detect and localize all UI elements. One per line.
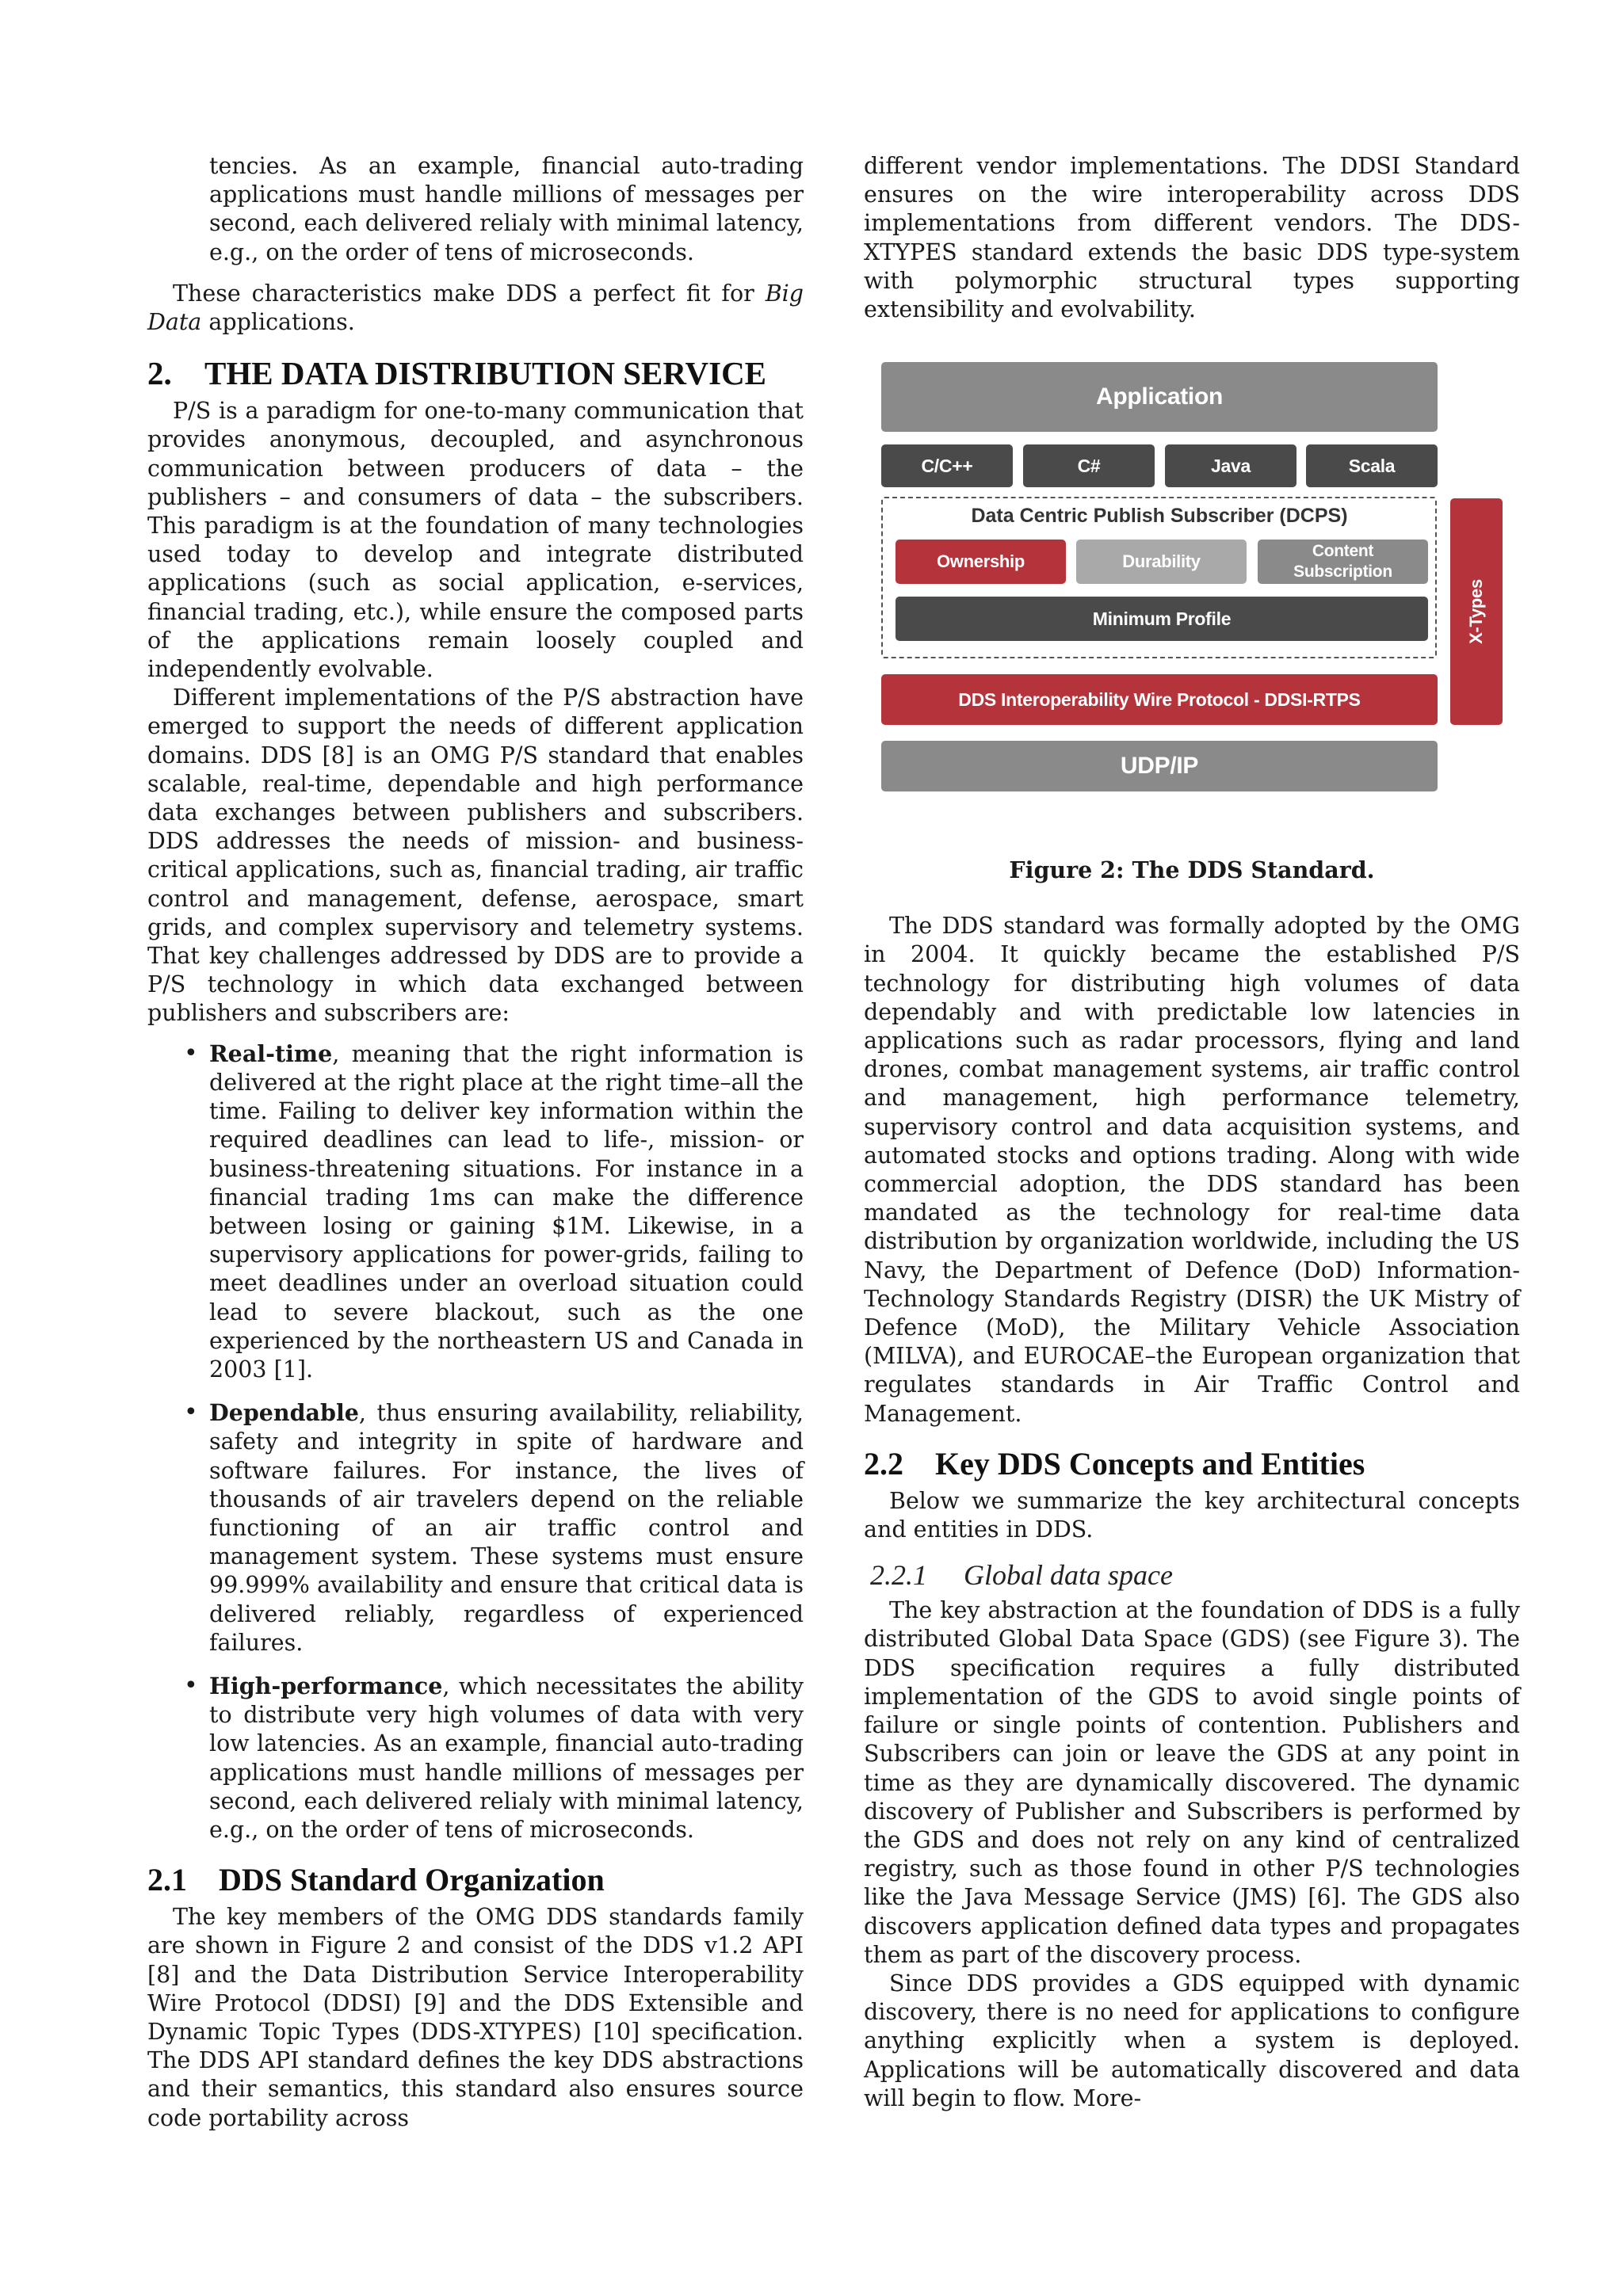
udp-ip-block: UDP/IP [881, 741, 1438, 791]
left-column [147, 152, 804, 2133]
list-item: • Dependable, thus ensuring availability, reliability, safety and integrity in spite of hardware and software failures. For instance, the lives of thousands of air travelers depend on the reliable functioning of an air traffic control and management system. These systems must ensure 99.999% availability and ensure that critical data is delivered reliably, regardless of experienced failures. [209, 1398, 804, 1657]
lang-cpp: C/C++ [881, 444, 1013, 487]
lang-java: Java [1165, 444, 1296, 487]
section-heading: 2. THE DATA DISTRIBUTION SERVICE [147, 355, 767, 392]
content-subscription-block: Content Subscription [1258, 540, 1428, 584]
figure-caption: Figure 2: The DDS Standard. [1009, 856, 1375, 884]
minimum-profile-block: Minimum Profile [896, 597, 1428, 641]
list-item: • Real-time, meaning that the right information is delivered at the right place at the right time–all the time. Failing to deliver key information within the required deadlines can lead to life-, mission- or business-threatening situations. For instance in a financial trading 1ms can make the difference between losing or gaining $1M. Likewise, in a supervisory applications for power-grids, failing to meet deadlines under an overload situation could lead to severe blackout, such as the one experienced by the northeastern US and Canada in 2003 [1]. [209, 1039, 804, 1384]
requirements-list [147, 1039, 804, 1844]
subsubsection-heading: 2.2.1 Global data space [870, 1559, 1173, 1592]
dcps-label: Data Centric Publish Subscriber (DCPS) [971, 505, 1348, 528]
paragraph: The key members of the OMG DDS standards family are shown in Figure 2 and consist of the DDS v1.2 API [8] and the Data Distribution Service Interoperability Wire Protocol (DDSI) [9] and the DDS Extensible and Dynamic Topic Types (DDS-XTYPES) [10] specification. The DDS API standard defines the key DDS abstractions and their semantics, this standard also ensures source code portability across [147, 1904, 804, 2131]
paragraph: These characteristics make DDS a perfect fit for Big Data applications. [147, 280, 804, 336]
ownership-block: Ownership [896, 540, 1066, 584]
right-column [864, 152, 1520, 2113]
lang-csharp: C# [1023, 444, 1155, 487]
paragraph: The DDS standard was formally adopted by the OMG in 2004. It quickly became the established P/S technology for distributing high volumes of data dependably and with predictable low latencies in applications such as radar processors, flying and land drones, combat management systems, air traffic control and management, high performance telemetry, supervisory control and data acquisition systems, and automated stocks and options trading. Along with wide commercial adoption, the DDS standard has been mandated as the technology for real-time data distribution by organization worldwide, including the US Navy, the Department of Defence (DoD) Information-Technology Standards Registry (DISR) the UK Mistry of Defence (MoD), the Military Vehicle Association (MILVA), and EUROCAE–the European organization that regulates standards in Air Traffic Control and Management. [864, 913, 1520, 1427]
paragraph: Below we summarize the key architectural concepts and entities in DDS. [864, 1487, 1520, 1543]
dds-standard-figure [864, 362, 1520, 837]
durability-block: Durability [1076, 540, 1247, 584]
paragraph: Since DDS provides a GDS equipped with dynamic discovery, there is no need for applications to configure anything explicitly when a system is deployed. Applications will be automatically discovered and data will begin to flow. More- [864, 1970, 1520, 2111]
xtypes-block [1450, 498, 1503, 725]
subsection-heading: 2.2 Key DDS Concepts and Entities [864, 1445, 1365, 1482]
list-item: • High-performance, which necessitates the ability to distribute very high volumes of data with very low latencies. As an example, financial auto-trading applications must handle millions of messages per second, each delivered relialy with minimal latency, e.g., on the order of tens of microseconds. [209, 1672, 804, 1844]
paragraph: tencies. As an example, financial auto-trading applications must handle millions of messages per second, each delivered relialy with minimal latency, e.g., on the order of tens of microseconds. [209, 153, 804, 265]
application-layer: Application [881, 362, 1438, 432]
paragraph: The key abstraction at the foundation of DDS is a fully distributed Global Data Space (GDS) (see Figure 3). The DDS specification requires a fully distributed implementation of the GDS to avoid single points of failure or single points of contention. Publishers and Subscribers can join or leave the GDS at any point in time as they are dynamically discovered. The dynamic discovery of Publisher and Subscribers is performed by the GDS and does not rely on any kind of centralized registry, such as those found in other P/S technologies like the Java Message Service (JMS) [6]. The GDS also discovers application defined data types and propagates them as part of the discovery process. [864, 1597, 1520, 1968]
lang-scala: Scala [1306, 444, 1438, 487]
paragraph: different vendor implementations. The DDSI Standard ensures on the wire interoperability across DDS implementations from different vendors. The DDS-XTYPES standard extends the basic DDS type-system with polymorphic structural types supporting extensibility and evolvability. [864, 153, 1520, 323]
subsection-heading: 2.1 DDS Standard Organization [147, 1862, 605, 1898]
xtypes-label: X-Types [1466, 579, 1487, 645]
bullet-continuation [147, 152, 804, 267]
ddsi-block: DDS Interoperability Wire Protocol - DDSI-RTPS [881, 674, 1438, 725]
paragraph: Different implementations of the P/S abstraction have emerged to support the needs of different application domains. DDS [8] is an OMG P/S standard that enables scalable, real-time, dependable and high performance data exchanges between publishers and subscribers. DDS addresses the needs of mission- and business-critical applications, such as, financial trading, air traffic control and management, defense, aerospace, smart grids, and complex supervisory and telemetry systems. That key challenges addressed by DDS are to provide a P/S technology in which data exchanged between publishers and subscribers are: [147, 685, 804, 1027]
paragraph: P/S is a paradigm for one-to-many communication that provides anonymous, decoupled, and asynchronous communication between producers of data – the publishers – and consumers of data – the subscribers. This paradigm is at the foundation of many technologies used today to develop and integrate distributed applications (such as social application, e-services, financial trading, etc.), while ensure the composed parts of the applications remain loosely coupled and independently evolvable. [147, 398, 804, 683]
